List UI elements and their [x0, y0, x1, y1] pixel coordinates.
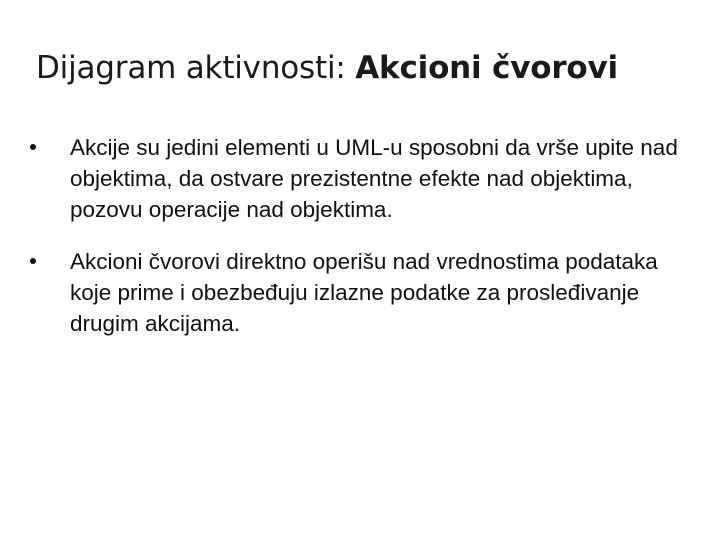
bullet-dot-icon: [30, 258, 36, 264]
bullet-dot-icon: [30, 144, 36, 150]
bullet-text: Akcije su jedini elementi u UML-u sposobni da vrše upite nad objektima, da ostvare prezistentne efekte nad objektima, pozovu operacije nad objektima.: [70, 135, 678, 222]
bullet-item-actions: [30, 132, 690, 225]
bullet-list: [30, 132, 690, 360]
bullet-text: Akcioni čvorovi direktno operišu nad vrednostima podataka koje prime i obezbeđuju izlazne podatke za prosleđivanje drugim akcijama.: [70, 249, 658, 336]
bullet-item-action-nodes: [30, 246, 690, 339]
slide-title-regular: Dijagram aktivnosti:: [36, 50, 356, 86]
slide-title-bold: Akcioni čvorovi: [355, 50, 618, 86]
slide-title: [36, 44, 696, 92]
